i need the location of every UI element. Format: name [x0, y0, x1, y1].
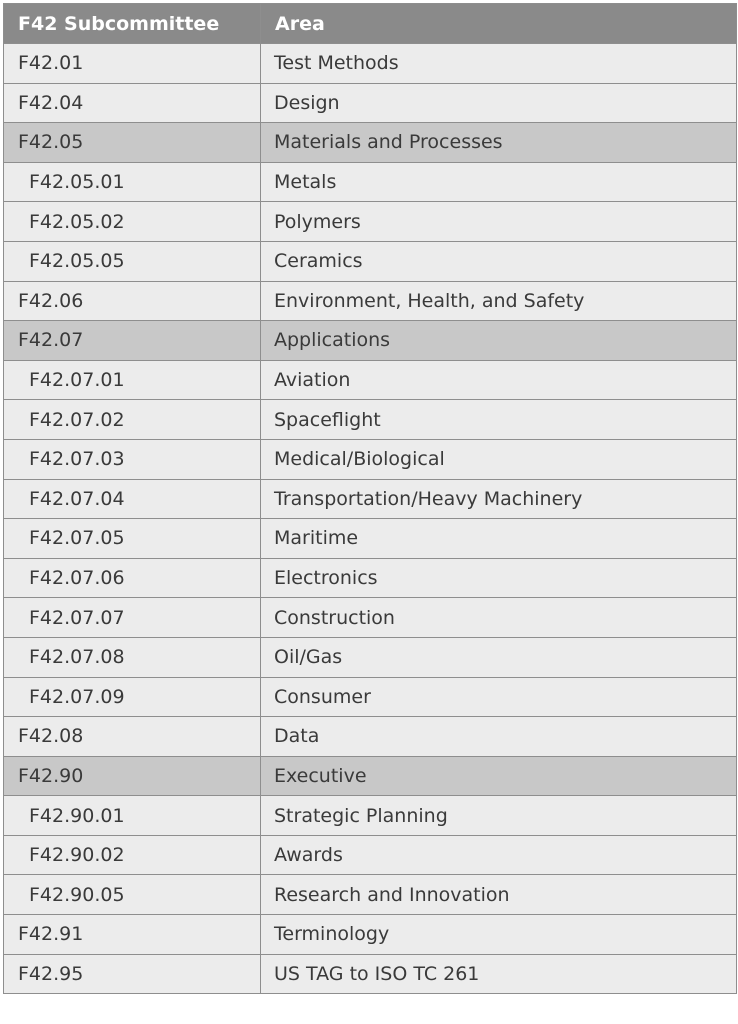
table-row: [4, 439, 737, 479]
table-row: [4, 796, 737, 836]
subcommittee-code: F42.06: [4, 281, 261, 321]
subcommittee-code: F42.05.05: [4, 241, 261, 281]
subcommittee-code: F42.90.05: [4, 875, 261, 915]
table-row: [4, 44, 737, 84]
subcommittee-code: F42.07.01: [4, 360, 261, 400]
table-row: [4, 281, 737, 321]
subcommittee-code: F42.07.03: [4, 439, 261, 479]
subcommittee-code: F42.07.09: [4, 677, 261, 717]
subcommittee-code: F42.08: [4, 717, 261, 757]
area-label: Medical/Biological: [261, 439, 737, 479]
area-label: Construction: [261, 598, 737, 638]
table-row: [4, 598, 737, 638]
table-row: [4, 637, 737, 677]
subcommittee-code: F42.07.08: [4, 637, 261, 677]
header-subcommittee: F42 Subcommittee: [4, 4, 261, 44]
area-label: Transportation/Heavy Machinery: [261, 479, 737, 519]
table-row: [4, 83, 737, 123]
subcommittee-code: F42.90: [4, 756, 261, 796]
area-label: US TAG to ISO TC 261: [261, 954, 737, 994]
table-row: [4, 875, 737, 915]
area-label: Applications: [261, 321, 737, 361]
area-label: Ceramics: [261, 241, 737, 281]
area-label: Design: [261, 83, 737, 123]
subcommittee-code: F42.07.06: [4, 558, 261, 598]
table-row: [4, 756, 737, 796]
area-label: Executive: [261, 756, 737, 796]
area-label: Polymers: [261, 202, 737, 242]
table-row: [4, 202, 737, 242]
subcommittee-code: F42.05.02: [4, 202, 261, 242]
area-label: Awards: [261, 835, 737, 875]
area-label: Aviation: [261, 360, 737, 400]
subcommittee-code: F42.90.01: [4, 796, 261, 836]
table-row: [4, 321, 737, 361]
subcommittee-code: F42.07: [4, 321, 261, 361]
subcommittee-code: F42.07.02: [4, 400, 261, 440]
table-row: [4, 123, 737, 163]
subcommittee-code: F42.07.05: [4, 519, 261, 559]
subcommittee-code: F42.90.02: [4, 835, 261, 875]
area-label: Consumer: [261, 677, 737, 717]
table-row: [4, 519, 737, 559]
subcommittee-code: F42.91: [4, 915, 261, 955]
table-row: [4, 835, 737, 875]
area-label: Test Methods: [261, 44, 737, 84]
subcommittee-code: F42.05: [4, 123, 261, 163]
subcommittee-code: F42.07.07: [4, 598, 261, 638]
subcommittee-code: F42.04: [4, 83, 261, 123]
table-row: [4, 400, 737, 440]
area-label: Research and Innovation: [261, 875, 737, 915]
table-row: [4, 558, 737, 598]
area-label: Spaceflight: [261, 400, 737, 440]
area-label: Maritime: [261, 519, 737, 559]
header-area: Area: [261, 4, 737, 44]
area-label: Terminology: [261, 915, 737, 955]
area-label: Strategic Planning: [261, 796, 737, 836]
table-row: [4, 717, 737, 757]
subcommittee-code: F42.07.04: [4, 479, 261, 519]
area-label: Environment, Health, and Safety: [261, 281, 737, 321]
table-row: [4, 241, 737, 281]
table-row: [4, 954, 737, 994]
table-row: [4, 915, 737, 955]
subcommittee-code: F42.95: [4, 954, 261, 994]
subcommittee-code: F42.01: [4, 44, 261, 84]
subcommittee-table: [3, 3, 737, 994]
area-label: Electronics: [261, 558, 737, 598]
table-row: [4, 479, 737, 519]
table-row: [4, 677, 737, 717]
header-row: [4, 4, 737, 44]
subcommittee-code: F42.05.01: [4, 162, 261, 202]
area-label: Data: [261, 717, 737, 757]
table-row: [4, 162, 737, 202]
area-label: Metals: [261, 162, 737, 202]
area-label: Materials and Processes: [261, 123, 737, 163]
area-label: Oil/Gas: [261, 637, 737, 677]
table-body: [4, 44, 737, 994]
table-header: [4, 4, 737, 44]
table-row: [4, 360, 737, 400]
